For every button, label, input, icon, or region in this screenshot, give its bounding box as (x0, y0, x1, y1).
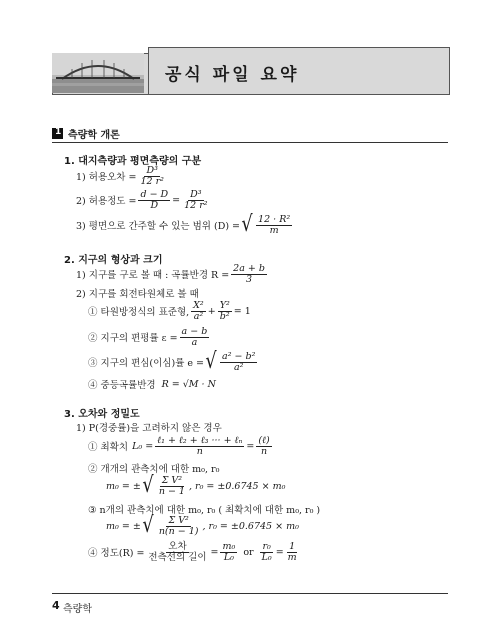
s2-sub-1-label: ① 타원방정식의 표준형, (88, 307, 190, 319)
s2-item-2 (76, 286, 199, 300)
fraction-numerator: D³ (146, 165, 158, 176)
s2-item-2-label: 2) 지구를 회전타원체로 볼 때 (76, 289, 199, 300)
or-text: or (243, 546, 254, 558)
fraction-denominator: 12 r² (184, 199, 208, 211)
s2-sub-2 (88, 327, 211, 348)
s3-sub-1 (88, 436, 274, 457)
fraction-numerator: a² − b² (222, 350, 256, 362)
s2-sub-3 (88, 351, 259, 373)
s3-item-1 (76, 420, 222, 434)
s2-item-1-label: 1) 지구를 구로 볼 때 : 곡률반경 R = (76, 270, 230, 282)
s2-sub-2-label: ② 지구의 편평률 ε = (88, 333, 178, 345)
square-root: √ $\frac{\text{Σ V²}}{n - 1}$ (142, 473, 185, 498)
s2-sub-4-expr: R = √M · N (161, 378, 216, 390)
fraction-denominator: m (287, 551, 297, 563)
chapter-rule (52, 142, 448, 143)
equals-sign: = (172, 194, 181, 206)
s3-sub-3-r: , r₀ = ±0.6745 × m₀ (202, 520, 299, 532)
s3-sub-3-formula (106, 515, 299, 537)
s3-sub-3-m: m₀ = ± (106, 520, 141, 532)
s3-sub-4 (88, 542, 301, 563)
s3-sub-3 (88, 502, 320, 516)
fraction-denominator: n − 1 (158, 485, 185, 497)
s2-sub-1 (88, 301, 251, 322)
fraction-denominator: a (191, 336, 198, 348)
fraction-denominator: L₀ (261, 551, 272, 563)
s3-sub-2-r: , r₀ = ±0.6745 × m₀ (188, 480, 286, 492)
s3-sub-2-label: ② 개개의 관측치에 대한 m₀, r₀ (88, 464, 220, 475)
section-2-heading: 2. 지구의 형상과 크기 (64, 255, 163, 266)
fraction-denominator: 12 r² (140, 175, 164, 187)
fraction-denominator: a² (193, 310, 204, 322)
s1-item-3 (76, 214, 294, 236)
fraction-numerator: 오차 (168, 541, 187, 552)
fraction-numerator: 12 · R² (258, 213, 291, 225)
bridge-photo (52, 53, 144, 93)
s2-sub-4-label: ④ 중등곡률반경 (88, 380, 156, 391)
footer-book-title: 측량학 (63, 604, 92, 615)
page-title: 공식 파일 요약 (165, 65, 300, 85)
fraction-numerator: Σ V² (168, 514, 189, 526)
square-root: √ $\frac{\text{Σ V²}}{n(n - 1)}$ (142, 513, 199, 538)
fraction-numerator: r₀ (262, 541, 271, 552)
section-1-heading: 1. 대지측량과 평면측량의 구분 (64, 156, 202, 167)
fraction-numerator: D³ (190, 189, 202, 200)
equals-sign: = (246, 440, 255, 452)
fraction-numerator: X² (193, 300, 204, 311)
footer-page-number: 4 (52, 599, 60, 612)
fraction-denominator: n(n − 1) (158, 525, 199, 537)
s3-sub-1-label: ① 최확치 (88, 442, 129, 454)
fraction-denominator: n (260, 445, 268, 457)
equals-sign: = (275, 546, 284, 558)
square-root: √ $\frac{\text{12 · R²}}{m}$ (241, 212, 291, 237)
fraction-numerator: 1 (289, 541, 296, 552)
s1-item-1-label: 1) 허용오차 = (76, 172, 137, 184)
fraction-numerator: a − b (181, 326, 208, 337)
s1-item-1 (76, 166, 168, 187)
s1-item-2-label: 2) 허용정도 = (76, 196, 137, 208)
s3-item-1-label: 1) P(경중률)을 고려하지 않은 경우 (76, 423, 222, 434)
square-root: √ $\frac{\text{a² − b²}}{\text{a²}}$ (205, 349, 256, 374)
fraction-numerator: Y² (219, 300, 230, 311)
fraction-numerator: m₀ (222, 541, 236, 552)
fraction-denominator: 전측선의 길이 (148, 551, 207, 563)
s1-item-2 (76, 190, 212, 211)
equation-rhs: = 1 (233, 305, 251, 317)
equals-sign: = (210, 546, 219, 558)
s3-sub-1-lhs: L₀ = (132, 440, 154, 452)
fraction-denominator: b² (219, 310, 230, 322)
s2-sub-3-label: ③ 지구의 편심(이심)률 e = (88, 358, 204, 369)
s3-sub-4-label: ④ 정도(R) = (88, 548, 145, 560)
section-3-heading: 3. 오차와 정밀도 (64, 409, 140, 420)
s2-item-1 (76, 264, 269, 285)
s3-sub-2 (88, 461, 219, 475)
fraction-numerator: Σ V² (161, 474, 183, 486)
fraction-numerator: d − D (140, 189, 169, 200)
footer-rule (52, 593, 448, 594)
chapter-number: 1 (55, 127, 62, 137)
fraction-denominator: m (269, 224, 279, 236)
s3-sub-3-label: ③ n개의 관측치에 대한 m₀, r₀ ( 최확치에 대한 m₀, r₀ ) (88, 505, 321, 516)
fraction-denominator: n (196, 445, 203, 457)
fraction-denominator: D (150, 199, 159, 211)
fraction-numerator: ℓ₁ + ℓ₂ + ℓ₃ ··· + ℓₙ (157, 435, 243, 446)
fraction-denominator: L₀ (223, 551, 234, 563)
s2-sub-4 (88, 377, 216, 391)
fraction-denominator: 3 (246, 273, 253, 285)
fraction-numerator: 2a + b (233, 263, 265, 274)
s1-item-3-label: 3) 평면으로 간주할 수 있는 범위 (D) = (76, 221, 241, 232)
s3-sub-2-m: m₀ = ± (106, 480, 141, 492)
fraction-numerator: (ℓ) (258, 435, 270, 446)
fraction-denominator: a² (233, 361, 244, 373)
chapter-title: 측량학 개론 (68, 130, 120, 141)
s3-sub-2-formula (106, 475, 285, 497)
plus-sign: + (207, 305, 216, 317)
